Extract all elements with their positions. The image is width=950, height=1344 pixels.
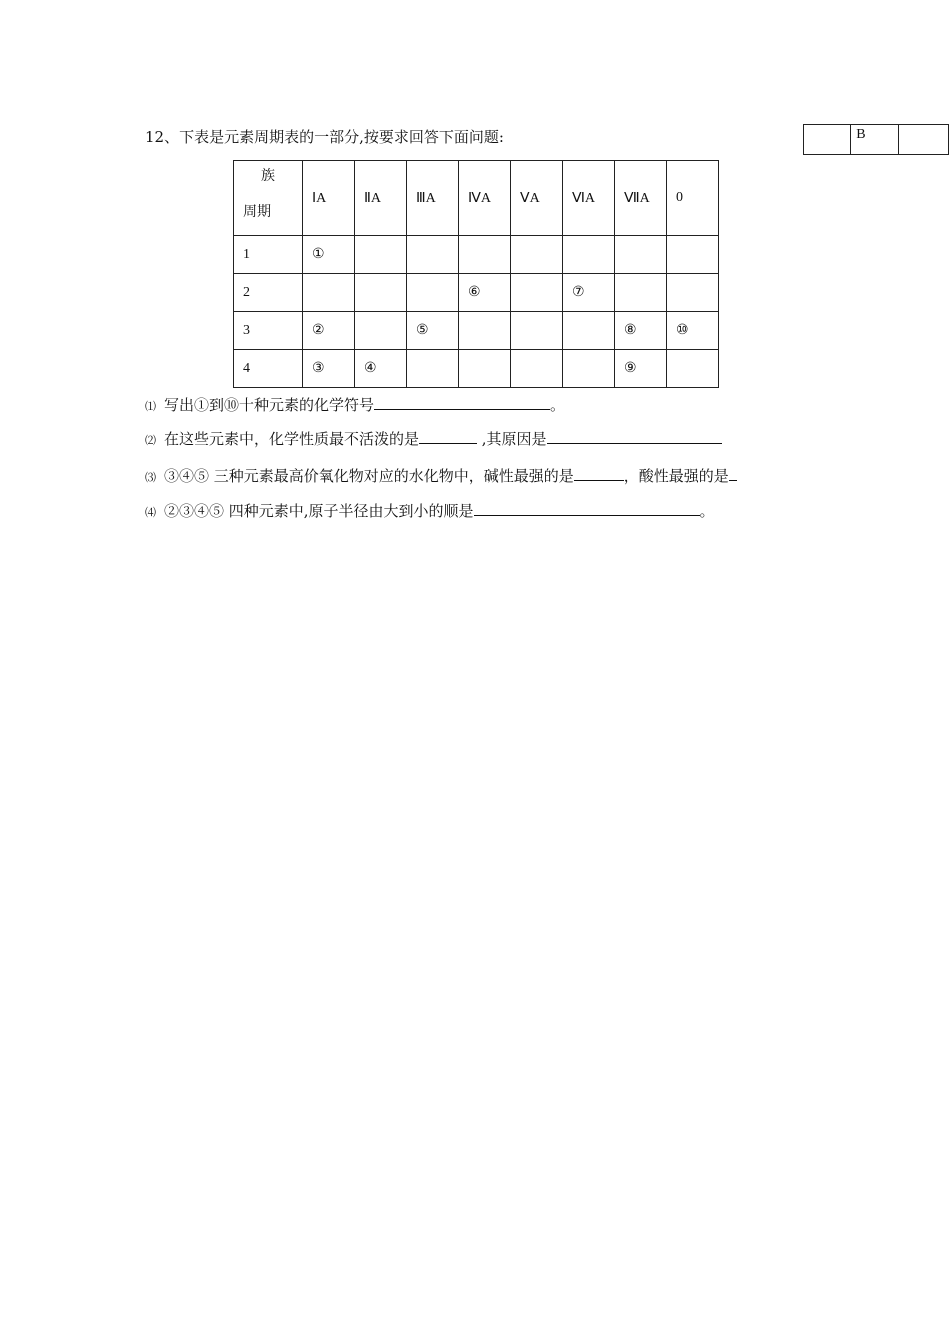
element-cell [407, 350, 459, 388]
element-cell [615, 274, 667, 312]
group-header: ⅦA [615, 161, 667, 236]
element-cell [355, 236, 407, 274]
group-header: ⅤA [511, 161, 563, 236]
answer-blank[interactable] [419, 429, 477, 444]
table-row [234, 312, 719, 350]
element-cell [563, 236, 615, 274]
table-row [234, 274, 719, 312]
answer-blank[interactable] [547, 429, 722, 444]
answer-blank[interactable] [574, 466, 624, 481]
element-cell [511, 350, 563, 388]
question-title: 12、下表是元素周期表的一部分,按要求回答下面问题: [145, 128, 504, 146]
answer-cell-2[interactable]: B [851, 125, 898, 155]
answer-box [803, 124, 949, 155]
element-cell [667, 274, 719, 312]
subquestion-4 [145, 500, 715, 521]
period-label: 1 [234, 236, 303, 274]
table-row [234, 350, 719, 388]
group-header: ⅢA [407, 161, 459, 236]
element-cell [511, 312, 563, 350]
element-cell: ③ [303, 350, 355, 388]
period-label: 4 [234, 350, 303, 388]
group-header: 0 [667, 161, 719, 236]
subquestion-text: ,其原因是 [477, 430, 547, 448]
subquestion-text: ，酸性最强的是 [623, 467, 729, 485]
element-cell: ⑦ [563, 274, 615, 312]
corner-cell [234, 161, 303, 236]
element-cell: ⑤ [407, 312, 459, 350]
group-header: ⅡA [355, 161, 407, 236]
element-cell [459, 312, 511, 350]
answer-blank[interactable] [374, 395, 550, 410]
subquestion-3 [145, 465, 737, 486]
subquestion-text: 。 [550, 396, 566, 414]
subquestion-number: ⑶ [145, 471, 156, 484]
answer-blank[interactable] [474, 501, 700, 516]
element-cell [511, 236, 563, 274]
answer-cell-3[interactable] [898, 125, 948, 155]
element-cell [615, 236, 667, 274]
group-header: ⅠA [303, 161, 355, 236]
period-label: 3 [234, 312, 303, 350]
element-cell [355, 274, 407, 312]
element-cell: ⑥ [459, 274, 511, 312]
element-cell [511, 274, 563, 312]
element-cell [563, 350, 615, 388]
subquestion-text: ③④⑤ 三种元素最高价氧化物对应的水化物中，碱性最强的是 [164, 467, 574, 485]
table-header-row [234, 161, 719, 236]
period-heading: 周期 [243, 204, 271, 220]
element-cell [355, 312, 407, 350]
element-cell: ④ [355, 350, 407, 388]
subquestion-text: 在这些元素中，化学性质最不活泼的是 [164, 430, 420, 448]
subquestion-text: 写出①到⑩十种元素的化学符号 [164, 396, 375, 414]
element-cell: ⑩ [667, 312, 719, 350]
element-cell [459, 236, 511, 274]
element-cell [303, 274, 355, 312]
element-cell [407, 274, 459, 312]
element-cell: ⑨ [615, 350, 667, 388]
table-row [234, 236, 719, 274]
subquestion-1 [145, 394, 565, 415]
element-cell: ① [303, 236, 355, 274]
element-cell [459, 350, 511, 388]
element-cell [407, 236, 459, 274]
element-cell [563, 312, 615, 350]
subquestion-number: ⑷ [145, 506, 156, 519]
element-cell [667, 350, 719, 388]
subquestion-number: ⑴ [145, 400, 156, 413]
answer-blank[interactable] [729, 466, 737, 481]
subquestion-2 [145, 428, 722, 449]
element-cell [667, 236, 719, 274]
period-label: 2 [234, 274, 303, 312]
answer-cell-1[interactable] [804, 125, 851, 155]
group-heading: 族 [261, 168, 275, 184]
element-cell: ② [303, 312, 355, 350]
group-header: ⅣA [459, 161, 511, 236]
subquestion-number: ⑵ [145, 434, 156, 447]
periodic-table [233, 160, 719, 388]
subquestion-text: ②③④⑤ 四种元素中,原子半径由大到小的顺是 [164, 502, 474, 520]
subquestion-text: 。 [699, 502, 715, 520]
element-cell: ⑧ [615, 312, 667, 350]
group-header: ⅥA [563, 161, 615, 236]
